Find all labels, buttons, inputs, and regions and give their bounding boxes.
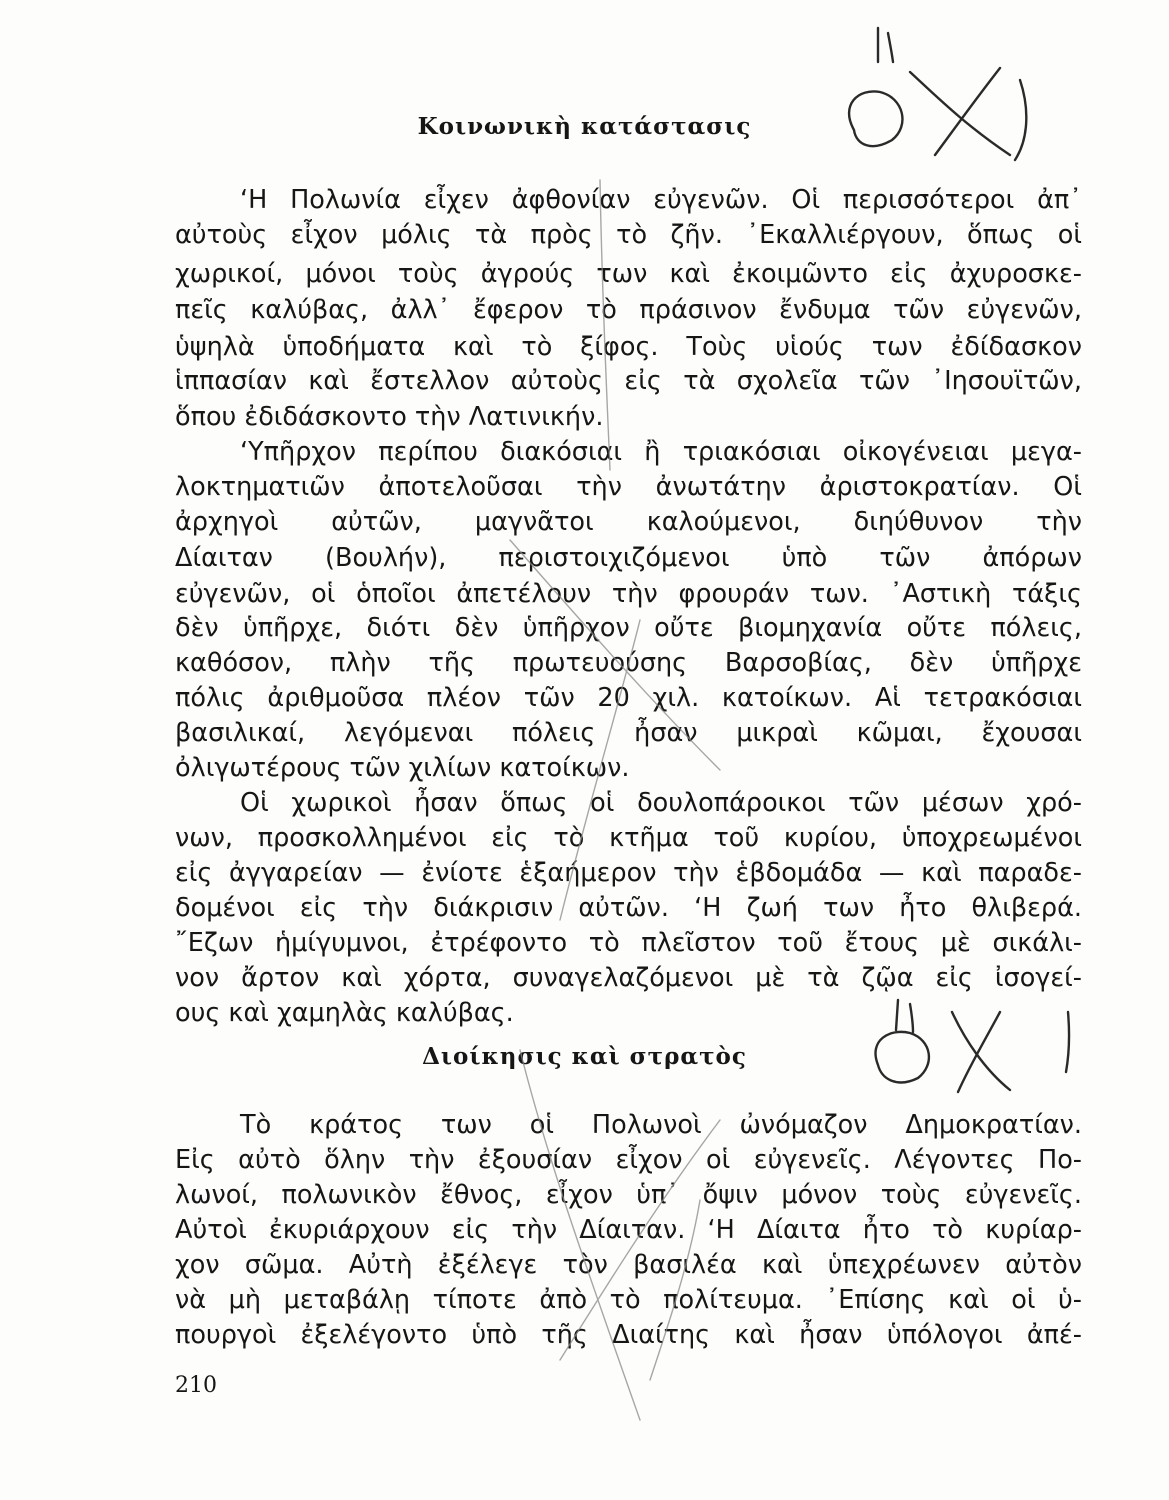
section-heading-administration-army: Διοίκησις καὶ στρατὸς: [422, 1043, 747, 1070]
text-line: πουργοὶ ἐξελέγοντο ὑπὸ τῆς Διαίτης καὶ ἦσαν ὑπόλογοι ἀπέ-: [175, 1320, 1082, 1350]
text-line: Αὐτοὶ ἐκυριάρχουν εἰς τὴν Δίαιταν. ‘Η Δίαιτα ἦτο τὸ κυρίαρ-: [175, 1215, 1082, 1245]
text-line: ὀλιγωτέρους τῶν χιλίων κατοίκων.: [175, 753, 630, 783]
page-number: 210: [175, 1373, 217, 1398]
text-line: ὑψηλὰ ὑποδήματα καὶ τὸ ξίφος. Τοὺς υἱούς των ἐδίδασκον: [175, 332, 1082, 362]
text-line: νὰ μὴ μεταβάλῃ τίποτε ἀπὸ τὸ πολίτευμα. ᾿Επίσης καὶ οἱ ὑ-: [175, 1285, 1082, 1315]
text-line: δομένοι εἰς τὴν διάκρισιν αὐτῶν. ‘Η ζωή των ἦτο θλιβερά.: [175, 893, 1082, 923]
text-line: Εἰς αὐτὸ ὅλην τὴν ἐξουσίαν εἶχον οἱ εὐγενεῖς. Λέγοντες Πο-: [175, 1145, 1082, 1175]
text-line: εἰς ἀγγαρείαν — ἐνίοτε ἑξαήμερον τὴν ἑβδομάδα — καὶ παραδε-: [175, 858, 1082, 888]
text-line: αὐτοὺς εἶχον μόλις τὰ πρὸς τὸ ζῆν. ᾿Εκαλλιέργουν, ὅπως οἱ: [175, 220, 1082, 250]
text-line: βασιλικαί, λεγόμεναι πόλεις ἦσαν μικραὶ κῶμαι, ἔχουσαι: [175, 718, 1082, 748]
text-line: πόλις ἀριθμοῦσα πλέον τῶν 20 χιλ. κατοίκων. Αἱ τετρακόσιαι: [175, 683, 1082, 713]
text-line: χωρικοί, μόνοι τοὺς ἀγρούς των καὶ ἐκοιμῶντο εἰς ἀχυροσκε-: [175, 259, 1082, 289]
text-line: ους καὶ χαμηλὰς καλύβας.: [175, 998, 514, 1028]
text-line: Δίαιταν (Βουλήν), περιστοιχιζόμενοι ὑπὸ τῶν ἀπόρων: [175, 543, 1082, 573]
text-line: δὲν ὑπῆρχε, διότι δὲν ὑπῆρχον οὔτε βιομηχανία οὔτε πόλεις,: [175, 613, 1082, 643]
text-line: ἀρχηγοὶ αὐτῶν, μαγνᾶτοι καλούμενοι, διηύθυνον τὴν: [175, 507, 1082, 537]
text-line: Οἱ χωρικοὶ ἦσαν ὅπως οἱ δουλοπάροικοι τῶν μέσων χρό-: [240, 788, 1082, 818]
text-line: ὅπου ἐδιδάσκοντο τὴν Λατινικήν.: [175, 402, 604, 432]
text-line: εὐγενῶν, οἱ ὁποῖοι ἀπετέλουν τὴν φρουράν των. ᾿Αστικὴ τάξις: [175, 579, 1082, 609]
text-line: νον ἄρτον καὶ χόρτα, συναγελαζόμενοι μὲ τὰ ζῷα εἰς ἰσογεί-: [175, 963, 1082, 993]
text-line: λοκτηματιῶν ἀποτελοῦσαι τὴν ἀνωτάτην ἀριστοκρατίαν. Οἱ: [175, 472, 1082, 502]
text-line: ἱππασίαν καὶ ἔστελλον αὐτοὺς εἰς τὰ σχολεῖα τῶν ᾿Ιησουϊτῶν,: [175, 366, 1082, 396]
text-line: Τὸ κράτος των οἱ Πολωνοὶ ὠνόμαζον Δημοκρατίαν.: [240, 1110, 1082, 1140]
handwritten-no-mark-top: [849, 28, 1026, 160]
text-line: ‘Υπῆρχον περίπου διακόσιαι ἢ τριακόσιαι οἰκογένειαι μεγα-: [240, 437, 1082, 467]
text-line: νων, προσκολλημένοι εἰς τὸ κτῆμα τοῦ κυρίου, ὑποχρεωμένοι: [175, 823, 1082, 853]
text-line: πεῖς καλύβας, ἀλλ᾿ ἔφερον τὸ πράσινον ἔνδυμα τῶν εὐγενῶν,: [175, 295, 1082, 325]
text-line: ῎Εζων ἡμίγυμνοι, ἐτρέφοντο τὸ πλεῖστον τοῦ ἔτους μὲ σικάλι-: [175, 928, 1082, 958]
text-line: καθόσον, πλὴν τῆς πρωτευούσης Βαρσοβίας, δὲν ὑπῆρχε: [175, 648, 1082, 678]
section-heading-social-condition: Κοινωνικὴ κατάστασις: [417, 113, 752, 140]
text-line: ‘Η Πολωνία εἶχεν ἀφθονίαν εὐγενῶν. Οἱ περισσότεροι ἀπ᾿: [240, 185, 1082, 215]
text-line: λωνοί, πολωνικὸν ἔθνος, εἶχον ὑπ᾿ ὄψιν μόνον τοὺς εὐγενεῖς.: [175, 1180, 1082, 1210]
text-line: χον σῶμα. Αὐτὴ ἐξέλεγε τὸν βασιλέα καὶ ὑπεχρέωνεν αὐτὸν: [175, 1250, 1082, 1280]
